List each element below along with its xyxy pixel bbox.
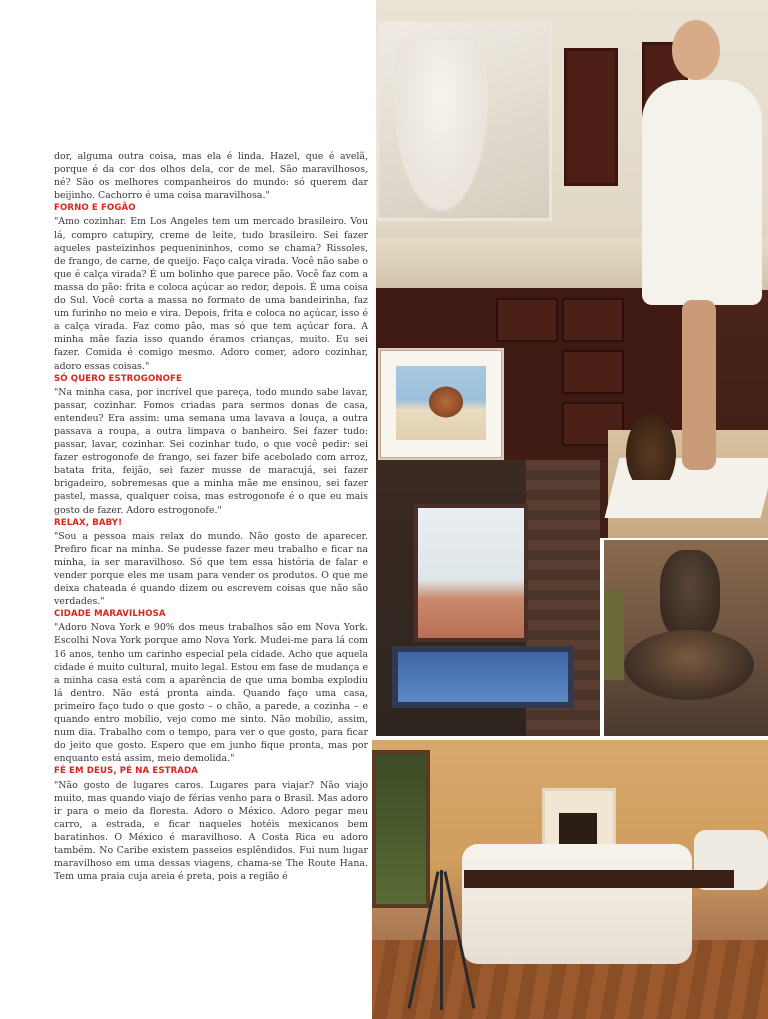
drawer xyxy=(496,298,558,342)
fountain-bowl xyxy=(624,630,754,700)
woman-reflection xyxy=(386,40,496,230)
woman-head xyxy=(672,20,720,80)
bathtub-water xyxy=(392,646,574,708)
tripod-leg xyxy=(407,871,439,1009)
paragraph-cooking: "Amo cozinhar. Em Los Angeles tem um mercado brasileiro. Vou lá, compro catupiry, creme de leite, tudo brasileiro. Sei fazer aqueles pasteizinhos pequenininhos, como se chama? Rissoles, de frango, de carne, de queijo. Faço calça virada. Você não sabe o que é calça virada? É um bolinho que parece pão. Você faz com a massa do pão: frita e coloca açúcar ao redor, depois. É uma coisa do Sul. Você corta a massa no formato de uma bandeirinha, faz um furinho no meio e vira. Depois, frita e coloca no açúcar, isso é a calça virada. Faz como pão, mas só que tem açúcar fora. A minha mãe fazia isso quando éramos crianças, muito. Eu sei fazer. Comida é comigo mesmo. Adoro comer, adoro cozinhar, adoro essas coisas." xyxy=(54,216,368,372)
heading-forno-e-fogao: FORNO E FOGÃO xyxy=(54,203,136,214)
window-view xyxy=(414,504,528,642)
paragraph-relax: "Sou a pessoa mais relax do mundo. Não gosto de aparecer. Prefiro ficar na minha. Se pudesse fazer meu trabalho e ficar na minha, ia ser maravilhoso. Só que tem essa história de falar e vender porque eles me usam para vender os produtos. O que me deixa chateada é quando dizem ou escrevem coisas que não são verdades." xyxy=(54,530,368,608)
white-sofa xyxy=(462,844,692,964)
heading-fe-em-deus: FÉ EM DEUS, PÉ NA ESTRADA xyxy=(54,766,199,777)
tripod-leg xyxy=(440,870,443,1010)
cabinet-door xyxy=(564,48,618,186)
telescope xyxy=(412,830,472,1010)
dog-artwork xyxy=(396,366,486,440)
plant xyxy=(604,590,624,680)
drawer xyxy=(562,298,624,342)
drawer xyxy=(562,350,624,394)
framed-dog-picture xyxy=(378,348,504,460)
heading-relax-baby: RELAX, BABY! xyxy=(54,517,123,528)
coffee-table xyxy=(464,870,734,888)
fountain-photo xyxy=(604,540,768,736)
paragraph-dogs-end: dor, alguma outra coisa, mas ela é linda. Hazel, que é avelã, porque é da cor dos olhos dela, cor de mel. São maravilhosos, né? São os melhores companheiros do mundo: só querem dar beijinho. Cachorro é uma coisa maravilhosa." xyxy=(54,151,368,202)
boxer-dog-figure xyxy=(426,384,466,420)
heading-cidade-maravilhosa: CIDADE MARAVILHOSA xyxy=(54,609,166,620)
paragraph-new-york: "Adoro Nova York e 90% dos meus trabalhos são em Nova York. Escolhi Nova York porque amo Nova York. Mudei-me para lá com 16 anos, tenho um carinho especial pela cidade. Acho que aquela cidade é muito cultural, muito legal. Estou em fase de mudança e a minha casa está com a aparência de que uma bomba explodiu lá dentro. Não está pronta ainda. Quando faço uma casa, primeiro faço tudo o que gosto – o chão, a parede, a cozinha – e quando entro mobílio, vejo como me sinto. Não mobílio, assim, num dia. Trabalho com o tempo, para ver o que gosto, para ficar do jeito que gosto. Espero que em junho fique pronta, mas por enquanto está assim, meio demolida." xyxy=(54,622,368,765)
paragraph-estrogonofe: "Na minha casa, por incrível que pareça, todo mundo sabe lavar, passar, cozinhar. Fomos criadas para sermos donas de casa, entendeu? Era assim: uma semana uma lavava a louça, a outra passava a roupa, a outra limpava o banheiro. Sei fazer tudo: passar, lavar, cozinhar. Sei cozinhar tudo, o que você pedir: sei fazer estrogonofe de frango, sei fazer bife acebolado com arroz, batata frita, feijão, sei fazer musse de maracujá, sei fazer brigadeiro, sobremesas que a minha mãe me ensinou, sei fazer pastel, massa, qualquer coisa, mas estrogonofe é o que eu mais gosto de fazer. Adoro estrogonofe." xyxy=(54,386,368,516)
yorkshire-dog xyxy=(626,414,676,480)
woman-legs xyxy=(682,300,716,470)
heading-so-quero-estrogonofe: SÓ QUERO ESTROGONOFE xyxy=(54,373,182,384)
white-dress xyxy=(642,80,762,305)
fountain-sculpture xyxy=(660,550,720,640)
woman-standing xyxy=(642,20,762,460)
paragraph-travel: "Não gosto de lugares caros. Lugares para viajar? Não viajo muito, mas quando viajo de férias venho para o Brasil. Mas adoro ir para o meio da floresta. Adoro o México. Adoro pegar meu carro, a estrada, e ficar naqueles hotéis mexicanos bem baratinhos. O México é maravilhoso. A Costa Rica eu adoro também. No Caribe existem passeios esplêndidos. Fui num lugar maravilhoso em uma dessas viagens, chama-se The Route Hana. Tem uma praia cuja areia é preta, pois a região é xyxy=(54,779,368,883)
article-column xyxy=(54,150,368,883)
living-room-photo xyxy=(372,740,768,1019)
tripod-leg xyxy=(443,871,475,1009)
bathtub-photo xyxy=(376,460,600,736)
